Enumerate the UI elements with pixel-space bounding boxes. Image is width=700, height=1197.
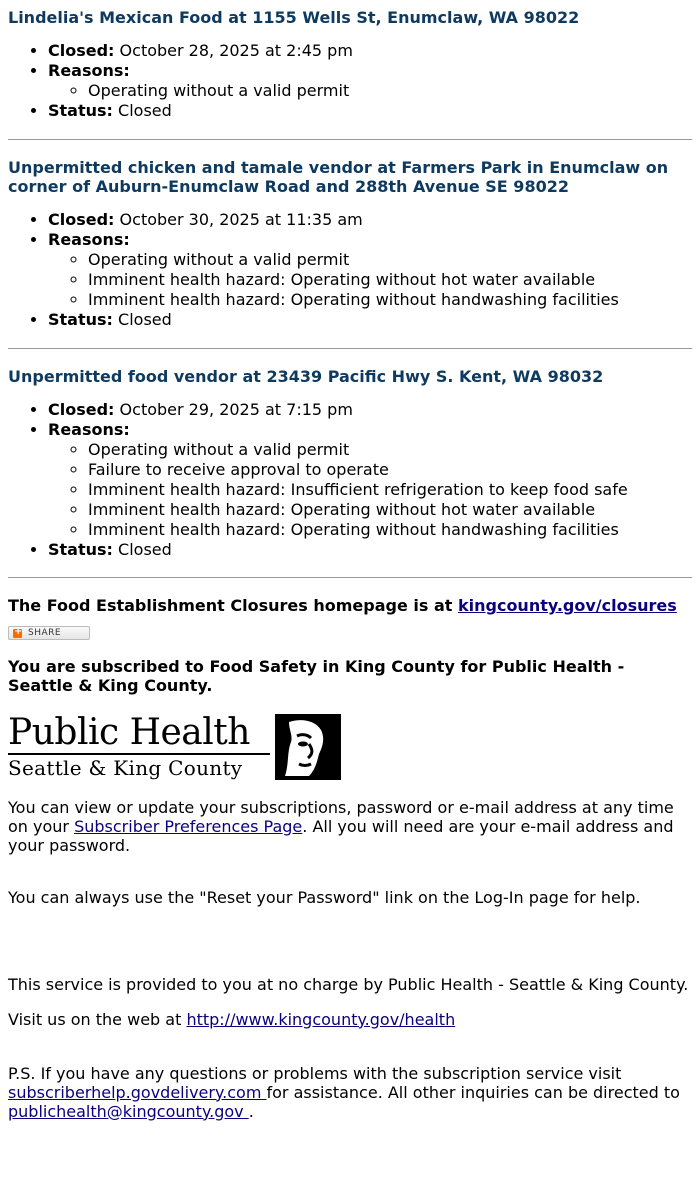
closure-title: Lindelia's Mexican Food at 1155 Wells St, Enumclaw, WA 98022: [8, 8, 580, 27]
closed-row: [48, 41, 692, 61]
logo-face-icon: [275, 714, 341, 780]
reason-item: ◦ Imminent health hazard: Operating without hot water available: [88, 270, 692, 290]
share-plus-icon: [13, 629, 22, 638]
closure-details: [8, 400, 692, 560]
status-row: [48, 540, 692, 560]
reason-item: ◦ Operating without a valid permit: [88, 440, 692, 460]
reasons-list: [48, 81, 692, 101]
ps-text-middle: for assistance. All other inquiries can be directed to: [266, 1082, 680, 1102]
status-label: Status:: [48, 540, 113, 559]
closure-details: [8, 210, 692, 330]
status-row: [48, 310, 692, 330]
closed-value: October 28, 2025 at 2:45 pm: [119, 41, 353, 60]
homepage-text: The Food Establishment Closures homepage is at: [8, 596, 458, 615]
share-label: SHARE: [28, 628, 62, 638]
service-paragraph: This service is provided to you at no charge by Public Health - Seattle & King County.: [8, 974, 689, 994]
status-value: Closed: [118, 101, 172, 120]
reason-item: ◦ Imminent health hazard: Operating without handwashing facilities: [88, 520, 692, 540]
logo-wordmark: [8, 711, 270, 781]
reasons-row: [48, 420, 692, 540]
visit-paragraph: [8, 994, 692, 1029]
preferences-paragraph: [8, 781, 692, 855]
closure-title: Unpermitted chicken and tamale vendor at Farmers Park in Enumclaw on corner of Auburn-Enumclaw Road and 288th Avenue SE 98022: [8, 158, 669, 196]
publichealth-email-link[interactable]: publichealth@kingcounty.gov: [8, 1101, 249, 1121]
reason-item: ◦ Failure to receive approval to operate: [88, 460, 692, 480]
reason-item: ◦ Operating without a valid permit: [88, 250, 692, 270]
closed-label: Closed:: [48, 210, 115, 229]
closure-details: [8, 41, 692, 121]
reasons-row: [48, 230, 692, 310]
reasons-label: Reasons:: [48, 230, 130, 249]
closure-entry: [8, 349, 692, 577]
public-health-logo: [8, 711, 692, 781]
kingcounty-health-link[interactable]: http://www.kingcounty.gov/health: [186, 1009, 456, 1029]
logo-title: Public Health: [8, 714, 270, 755]
closed-row: [48, 400, 692, 420]
reasons-row: [48, 61, 692, 101]
homepage-notice: [8, 578, 692, 619]
closed-value: October 29, 2025 at 7:15 pm: [119, 400, 353, 419]
logo-subtitle: Seattle & King County: [8, 755, 243, 780]
reset-password-paragraph: You can always use the "Reset your Password" link on the Log-In page for help.: [8, 887, 641, 907]
closures-homepage-link[interactable]: kingcounty.gov/closures: [457, 596, 677, 615]
reason-item: ◦ Operating without a valid permit: [88, 81, 692, 101]
closure-title: Unpermitted food vendor at 23439 Pacific Hwy S. Kent, WA 98032: [8, 367, 604, 386]
closed-row: [48, 210, 692, 230]
closure-entry: [8, 140, 692, 348]
subscriberhelp-link[interactable]: subscriberhelp.govdelivery.com: [8, 1082, 267, 1102]
status-value: Closed: [118, 310, 172, 329]
status-label: Status:: [48, 101, 113, 120]
closed-label: Closed:: [48, 400, 115, 419]
logo-face-graphic: [275, 714, 341, 780]
reasons-label: Reasons:: [48, 420, 130, 439]
preferences-text-end: . All you will need are your e-mail address and your password.: [8, 816, 674, 855]
share-button[interactable]: [8, 626, 90, 640]
reasons-list: [48, 250, 692, 310]
visit-text: Visit us on the web at: [8, 1009, 187, 1029]
reason-item: ◦ Imminent health hazard: Operating without hot water available: [88, 500, 692, 520]
ps-text: P.S. If you have any questions or problems with the subscription service visit: [8, 1063, 622, 1083]
preferences-text: You can view or update your subscriptions, password or e-mail address at any time on your: [8, 797, 674, 836]
ps-text-end: .: [248, 1101, 254, 1121]
status-value: Closed: [118, 540, 172, 559]
closure-entry: [8, 0, 692, 139]
reasons-list: [48, 440, 692, 540]
status-label: Status:: [48, 310, 113, 329]
reasons-label: Reasons:: [48, 61, 130, 80]
status-row: [48, 101, 692, 121]
subscriber-preferences-link[interactable]: Subscriber Preferences Page: [74, 816, 303, 836]
reason-item: ◦ Imminent health hazard: Operating without handwashing facilities: [88, 290, 692, 310]
subscription-notice: You are subscribed to Food Safety in King County for Public Health - Seattle & King County.: [8, 656, 625, 695]
ps-paragraph: [8, 1029, 692, 1121]
reason-item: ◦ Imminent health hazard: Insufficient refrigeration to keep food safe: [88, 480, 692, 500]
closed-label: Closed:: [48, 41, 115, 60]
closed-value: October 30, 2025 at 11:35 am: [119, 210, 363, 229]
